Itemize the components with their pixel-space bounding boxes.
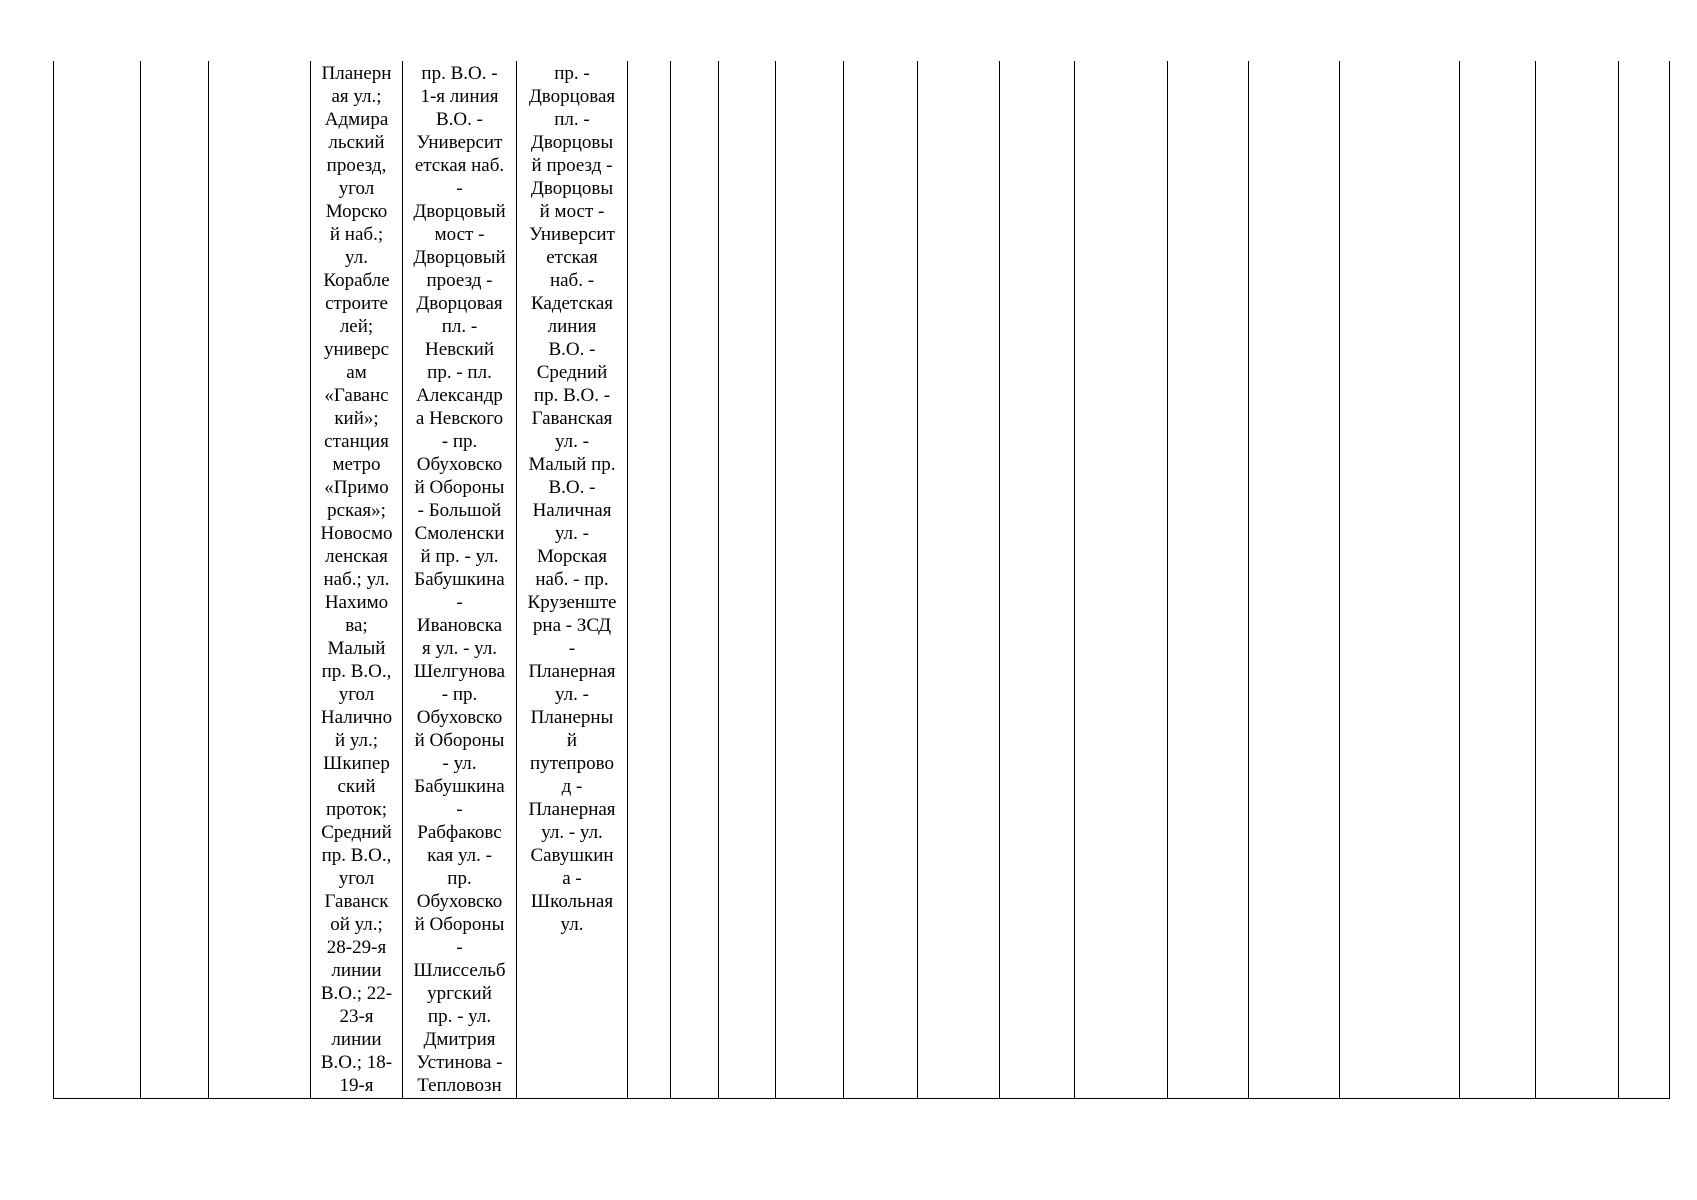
table-cell-1 xyxy=(54,61,141,1099)
table-cell-stops xyxy=(311,61,403,1099)
table-cell-10 xyxy=(776,61,844,1099)
table-cell-20 xyxy=(1619,61,1670,1099)
table-cell-route-forward xyxy=(403,61,517,1099)
table-cell-3 xyxy=(209,61,311,1099)
table-cell-12 xyxy=(918,61,1000,1099)
stops-text: Планерн ая ул.; Адмира льский проезд, угол Морско й наб.; ул. Корабле строите лей; универс ам «Гаванс кий»; станция метро «Примо рская»; Новосмо ленская наб.; ул. Нахимо ва; Малый пр. В.О., угол Наличнo й ул.; Шкипер ский проток; Средний пр. В.О., угол Гаванск ой ул.; 28-29-я линии В.О.; 22- 23-я линии В.О.; 18- 19-я xyxy=(320,63,393,1096)
table-cell-8 xyxy=(671,61,719,1099)
route-back-text: пр. - Дворцовая пл. - Дворцовы й проезд - Дворцовы й мост - Университ етская наб. - Кадетская линия В.О. - Средний пр. В.О. - Гаванская ул. - Малый пр. В.О. - Наличная ул. - Морская наб. - пр. Крузенште рна - ЗСД - Планерная ул. - Планерны й путепрово д - Планерная ул. - ул. Савушкин а - Школьная ул. xyxy=(527,63,617,935)
table-cell-9 xyxy=(719,61,776,1099)
route-table xyxy=(53,61,1670,1099)
table-cell-route-back xyxy=(517,61,628,1099)
table-cell-19 xyxy=(1536,61,1619,1099)
table-cell-13 xyxy=(1000,61,1075,1099)
route-forward-text: пр. В.О. - 1-я линия В.О. - Университ етская наб. - Дворцовый мост - Дворцовый проезд - Дворцовая пл. - Невский пр. - пл. Александр а Невского - пр. Обуховско й Обороны - Большой Смоленски й пр. - ул. Бабушкина - Ивановска я ул. - ул. Шелгунова - пр. Обуховско й Обороны - ул. Бабушкина - Рабфаковс кая ул. - пр. Обуховско й Обороны - Шлиссельб ургский пр. - ул. Дмитрия Устинова - Тепловозн xyxy=(413,63,506,1096)
table-cell-16 xyxy=(1249,61,1340,1099)
table-cell-15 xyxy=(1168,61,1249,1099)
table-cell-18 xyxy=(1460,61,1536,1099)
table-cell-7 xyxy=(628,61,671,1099)
table-row xyxy=(54,61,1670,1099)
table-cell-17 xyxy=(1340,61,1460,1099)
table-cell-14 xyxy=(1075,61,1168,1099)
table-cell-11 xyxy=(844,61,918,1099)
table-cell-2 xyxy=(141,61,209,1099)
